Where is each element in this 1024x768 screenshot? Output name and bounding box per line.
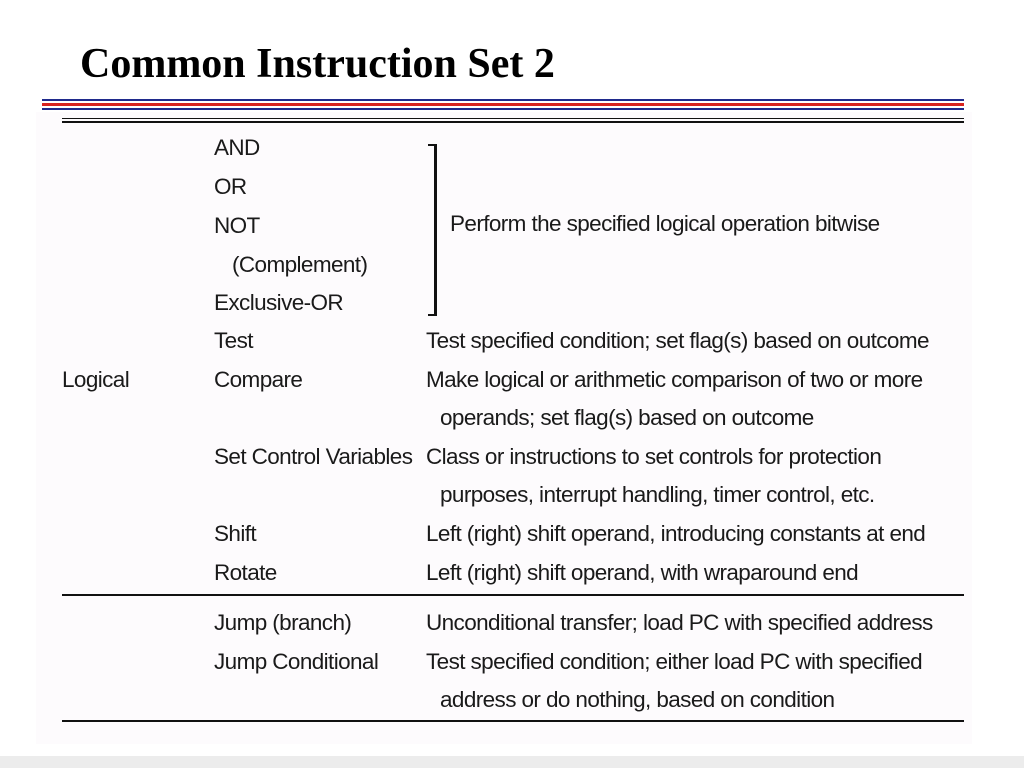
title-divider-top xyxy=(42,99,964,101)
op-rotate: Rotate xyxy=(214,560,277,585)
op-test: Test xyxy=(214,328,253,353)
bitwise-group-bracket xyxy=(428,144,437,316)
desc-shift: Left (right) shift operand, introducing constants at end xyxy=(426,521,926,546)
desc-set-control-variables: Class or instructions to set controls for protection xyxy=(426,444,882,469)
op-set-control-variables: Set Control Variables xyxy=(214,444,413,469)
desc-compare-cont: operands; set flag(s) based on outcome xyxy=(440,405,814,430)
section-divider-rule xyxy=(62,594,964,596)
desc-bitwise: Perform the specified logical operation bitwise xyxy=(450,211,880,236)
category-logical: Logical xyxy=(62,367,130,392)
op-not: NOT xyxy=(214,213,260,238)
desc-rotate: Left (right) shift operand, with wraparound end xyxy=(426,560,859,585)
op-jump-conditional: Jump Conditional xyxy=(214,649,379,674)
desc-test: Test specified condition; set flag(s) based on outcome xyxy=(426,328,929,353)
table-bottom-rule xyxy=(62,720,964,722)
table-top-rule-thin xyxy=(62,118,964,119)
op-compare: Compare xyxy=(214,367,303,392)
title-divider-middle xyxy=(42,103,964,106)
desc-jump-conditional: Test specified condition; either load PC with specified xyxy=(426,649,923,674)
op-shift: Shift xyxy=(214,521,257,546)
op-or: OR xyxy=(214,174,247,199)
instruction-table xyxy=(36,112,972,744)
op-exclusive-or: Exclusive-OR xyxy=(214,290,344,315)
title-divider-bottom xyxy=(42,108,964,110)
op-and: AND xyxy=(214,135,260,160)
op-jump-branch: Jump (branch) xyxy=(214,610,352,635)
desc-jump-conditional-cont: address or do nothing, based on condition xyxy=(440,687,835,712)
desc-jump-branch: Unconditional transfer; load PC with specified address xyxy=(426,610,933,635)
op-complement: (Complement) xyxy=(232,252,368,277)
slide-title: Common Instruction Set 2 xyxy=(80,41,555,87)
desc-set-control-variables-cont: purposes, interrupt handling, timer control, etc. xyxy=(440,482,875,507)
desc-compare: Make logical or arithmetic comparison of two or more xyxy=(426,367,923,392)
slide-footer-bar xyxy=(0,756,1024,768)
table-top-rule xyxy=(62,121,964,123)
